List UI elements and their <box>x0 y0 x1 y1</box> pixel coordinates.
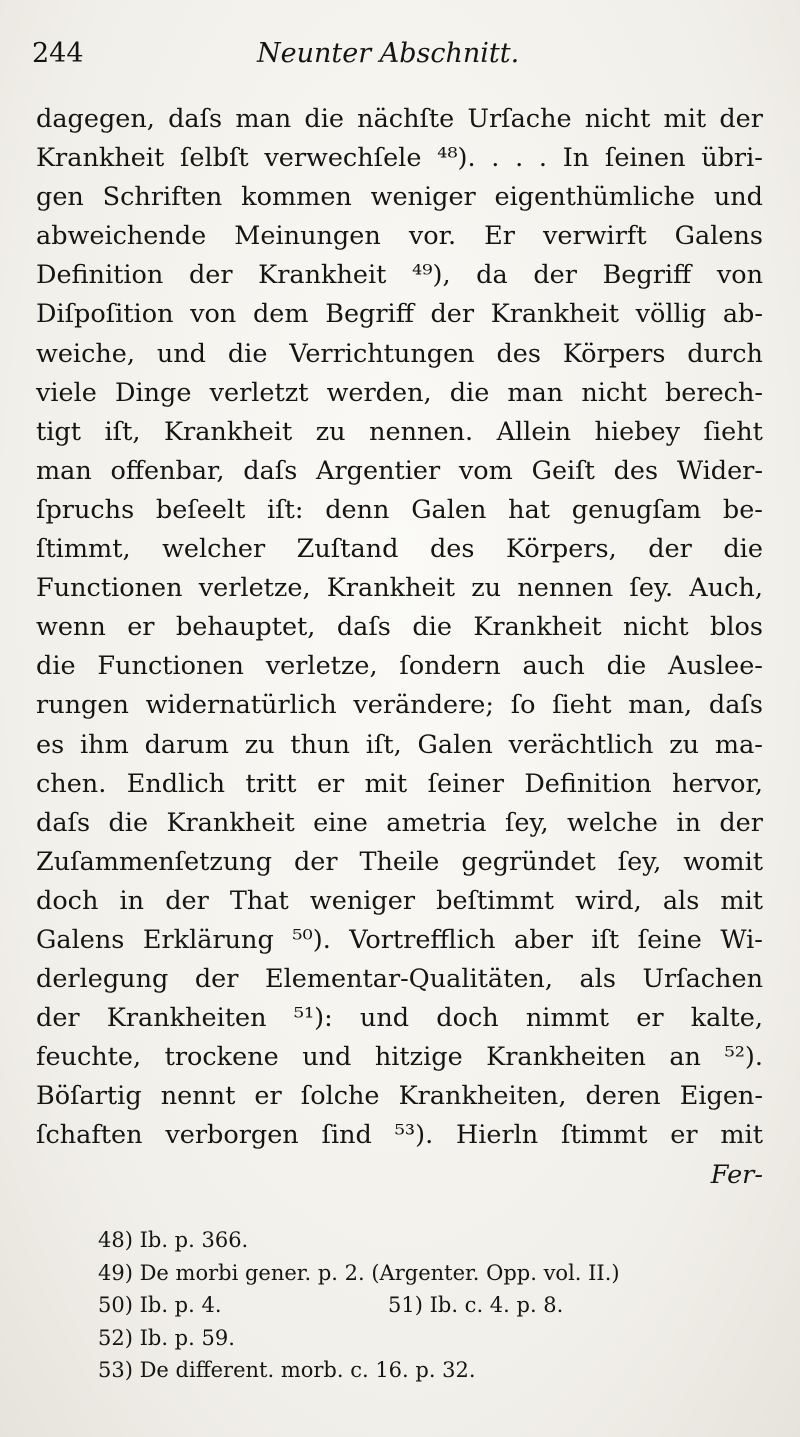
text-line: ſtimmt, welcher Zuſtand des Körpers, der die <box>36 534 763 565</box>
footnote-50: 50) Ib. p. 4. <box>98 1293 222 1317</box>
text-line: weiche, und die Verrichtungen des Körpers durch <box>36 338 763 369</box>
text-line: Diſpoſition von dem Begriff der Krankheit völlig ab- <box>36 299 763 330</box>
text-line: Galens Erklärung ⁵⁰). Vortrefflich aber iſt ſeine Wi- <box>36 924 763 955</box>
text-line: rungen widernatürlich verändere; ſo ſieht man, daſs <box>36 690 763 721</box>
body-text <box>36 100 763 1195</box>
footnote-49: 49) De morbi gener. p. 2. (Argenter. Opp. vol. II.) <box>98 1260 620 1285</box>
catchword: Fer- <box>710 1159 763 1190</box>
text-line: tigt iſt, Krankheit zu nennen. Allein hiebey ſieht <box>36 416 763 447</box>
text-line: dagegen, daſs man die nächſte Urſache nicht mit der <box>36 104 763 134</box>
footnote-53: 53) De different. morb. c. 16. p. 32. <box>98 1358 476 1382</box>
text-line: Böſartig nennt er ſolche Krankheiten, deren Eigen- <box>36 1081 763 1112</box>
footnote-48: 48) Ib. p. 366. <box>98 1228 249 1252</box>
text-line: Functionen verletze, Krankheit zu nennen ſey. Auch, <box>36 573 763 604</box>
footnote-52: 52) Ib. p. 59. <box>98 1325 235 1350</box>
text-line: derlegung der Elementar-Qualitäten, als Urſachen <box>36 964 763 995</box>
text-line: der Krankheiten ⁵¹): und doch nimmt er kalte, <box>36 1003 763 1034</box>
running-head: Neunter Abschnitt. <box>257 38 520 69</box>
text-line: die Functionen verletze, ſondern auch die Auslee- <box>36 651 763 682</box>
text-line: ſchaften verborgen ſind ⁵³). Hierln ſtimmt er mit <box>36 1120 763 1151</box>
page-header <box>32 38 772 78</box>
footnote-51: 51) Ib. c. 4. p. 8. <box>388 1293 564 1317</box>
text-line: Zuſammenſetzung der Theile gegründet ſey, womit <box>36 846 763 877</box>
footnotes <box>98 1224 738 1387</box>
text-line: es ihm darum zu thun iſt, Galen verächtlich zu ma- <box>36 729 763 760</box>
text-line: ſpruchs beſeelt iſt: denn Galen hat genugſam be- <box>36 494 763 525</box>
text-line: wenn er behauptet, daſs die Krankheit nicht blos <box>36 612 763 643</box>
text-line: Definition der Krankheit ⁴⁹), da der Begriff von <box>36 260 763 291</box>
text-line: daſs die Krankheit eine ametria ſey, welche in der <box>36 807 763 838</box>
text-line: viele Dinge verletzt werden, die man nicht berech- <box>36 377 763 408</box>
text-line: feuchte, trockene und hitzige Krankheiten an ⁵²). <box>36 1042 763 1073</box>
text-line: gen Schriften kommen weniger eigenthümliche und <box>36 182 763 213</box>
text-line: man offenbar, daſs Argentier vom Geiſt des Wider- <box>36 455 763 486</box>
text-line: Krankheit ſelbſt verwechſele ⁴⁸). . . . In ſeinen übri- <box>36 143 763 174</box>
text-line: doch in der That weniger beſtimmt wird, als mit <box>36 885 763 916</box>
text-line: chen. Endlich tritt er mit ſeiner Definition hervor, <box>36 768 763 799</box>
footnote-row <box>98 1289 738 1322</box>
page-number: 244 <box>32 38 84 69</box>
text-line: abweichende Meinungen vor. Er verwirft Galens <box>36 221 763 252</box>
